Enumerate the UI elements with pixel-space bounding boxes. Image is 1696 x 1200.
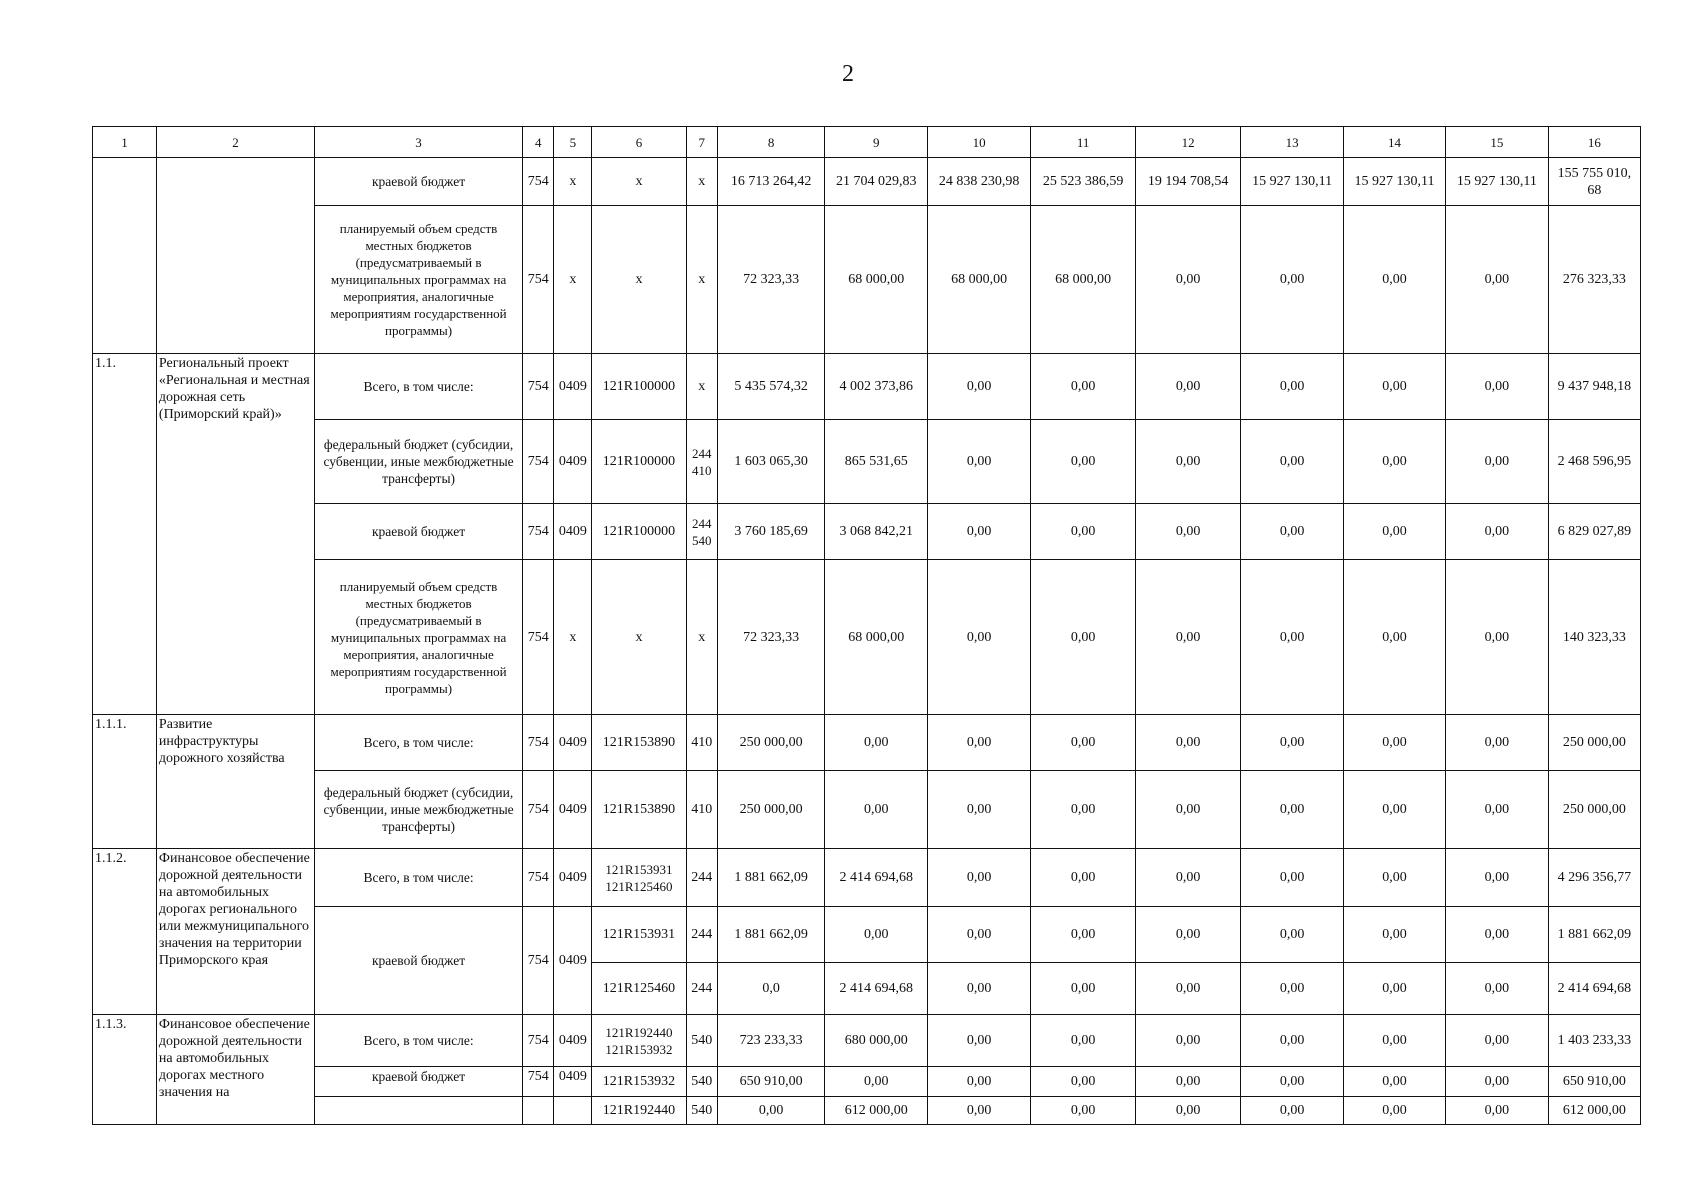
total-cell: 612 000,00: [1548, 1097, 1640, 1125]
amount-cell: 68 000,00: [825, 206, 928, 354]
amount-cell: 0,00: [1031, 849, 1136, 907]
column-header: 12: [1136, 127, 1241, 158]
row-name: Финансовое обеспечение дорожной деятельности на автомобильных дорогах регионального или межмуниципального значения на территории Приморского края: [156, 849, 314, 1015]
funding-source: планируемый объем средств местных бюджетов (предусматриваемый в муниципальных программах на мероприятия, аналогичные мероприятиям государственной программы): [315, 206, 523, 354]
table-row: [93, 560, 1641, 715]
cell-col6: 121R153931 121R125460: [592, 849, 686, 907]
amount-cell: 24 838 230,98: [928, 158, 1031, 206]
cell-col6: x: [592, 206, 686, 354]
amount-cell: 0,00: [1136, 1015, 1241, 1067]
table-row: [93, 907, 1641, 963]
amount-cell: 0,00: [1344, 1015, 1446, 1067]
amount-cell: 0,00: [1136, 715, 1241, 771]
cell-col6: 121R153890: [592, 771, 686, 849]
amount-cell: 0,00: [1136, 354, 1241, 420]
row-number: 1.1.1.: [93, 715, 157, 849]
amount-cell: 0,00: [1031, 771, 1136, 849]
cell-col4: 754: [523, 849, 554, 907]
amount-cell: 1 603 065,30: [718, 420, 825, 504]
amount-cell: 0,00: [1344, 1097, 1446, 1125]
column-header: 5: [554, 127, 592, 158]
table-row: [93, 771, 1641, 849]
amount-cell: 0,00: [825, 715, 928, 771]
table-row: [93, 715, 1641, 771]
cell-col7: 244 410: [686, 420, 717, 504]
cell-col6: 121R100000: [592, 504, 686, 560]
table-row: [93, 504, 1641, 560]
amount-cell: 0,00: [928, 715, 1031, 771]
amount-cell: 0,00: [1136, 849, 1241, 907]
cell-col5: x: [554, 206, 592, 354]
amount-cell: 0,00: [1445, 420, 1548, 504]
amount-cell: 15 927 130,11: [1344, 158, 1446, 206]
total-cell: 9 437 948,18: [1548, 354, 1640, 420]
amount-cell: 0,00: [1445, 715, 1548, 771]
amount-cell: 0,00: [1445, 907, 1548, 963]
cell-col5: 0409: [554, 715, 592, 771]
amount-cell: 0,00: [1136, 1097, 1241, 1125]
amount-cell: 0,00: [1445, 206, 1548, 354]
amount-cell: 5 435 574,32: [718, 354, 825, 420]
budget-table: [92, 126, 1641, 1125]
total-cell: 2 414 694,68: [1548, 963, 1640, 1015]
amount-cell: 0,00: [1031, 1015, 1136, 1067]
cell-col7: 410: [686, 771, 717, 849]
cell-col7: 244: [686, 849, 717, 907]
amount-cell: 0,00: [1241, 963, 1344, 1015]
cell-col6: 121R192440: [592, 1097, 686, 1125]
column-header: 4: [523, 127, 554, 158]
amount-cell: 0,00: [1344, 420, 1446, 504]
amount-cell: 0,00: [1344, 354, 1446, 420]
amount-cell: 0,00: [928, 849, 1031, 907]
column-header: 7: [686, 127, 717, 158]
amount-cell: 0,00: [1031, 420, 1136, 504]
table-row: [93, 158, 1641, 206]
cell-col7: x: [686, 206, 717, 354]
amount-cell: 0,00: [1445, 771, 1548, 849]
cell-col4: 754: [523, 158, 554, 206]
amount-cell: 0,00: [1136, 963, 1241, 1015]
cell-col6: 121R100000: [592, 420, 686, 504]
amount-cell: 0,00: [1136, 560, 1241, 715]
cell-col7: 244: [686, 963, 717, 1015]
amount-cell: 0,00: [1344, 849, 1446, 907]
funding-source: федеральный бюджет (субсидии, субвенции, иные межбюджетные трансферты): [315, 771, 523, 849]
cell-col7: 244 540: [686, 504, 717, 560]
cell-col7: 540: [686, 1015, 717, 1067]
column-header: 13: [1241, 127, 1344, 158]
cell-col6: 121R153932: [592, 1067, 686, 1097]
amount-cell: 0,00: [1344, 504, 1446, 560]
amount-cell: 0,00: [928, 420, 1031, 504]
total-cell: 4 296 356,77: [1548, 849, 1640, 907]
amount-cell: 0,00: [928, 504, 1031, 560]
empty-cell: [523, 1097, 554, 1125]
total-cell: 155 755 010, 68: [1548, 158, 1640, 206]
amount-cell: 0,00: [928, 560, 1031, 715]
amount-cell: 0,00: [1136, 206, 1241, 354]
amount-cell: 0,00: [1344, 771, 1446, 849]
total-cell: 1 403 233,33: [1548, 1015, 1640, 1067]
row-name: Региональный проект «Региональная и местная дорожная сеть (Приморский край)»: [156, 354, 314, 715]
amount-cell: 68 000,00: [1031, 206, 1136, 354]
cell-col5: 0409: [554, 504, 592, 560]
amount-cell: 0,00: [1136, 504, 1241, 560]
cell-col5: 0409: [554, 1015, 592, 1067]
amount-cell: 0,00: [1344, 560, 1446, 715]
table-row: [93, 1015, 1641, 1067]
total-cell: 250 000,00: [1548, 771, 1640, 849]
amount-cell: 680 000,00: [825, 1015, 928, 1067]
funding-source: Всего, в том числе:: [315, 1015, 523, 1067]
row-number: 1.1.3.: [93, 1015, 157, 1125]
amount-cell: 0,00: [1241, 715, 1344, 771]
amount-cell: 68 000,00: [825, 560, 928, 715]
amount-cell: 0,00: [1344, 1067, 1446, 1097]
amount-cell: 0,00: [1031, 560, 1136, 715]
cell-col5: 0409: [554, 1067, 592, 1097]
column-header: 16: [1548, 127, 1640, 158]
amount-cell: 0,00: [1031, 907, 1136, 963]
column-header: 14: [1344, 127, 1446, 158]
column-header: 2: [156, 127, 314, 158]
amount-cell: 0,00: [928, 354, 1031, 420]
amount-cell: 0,00: [928, 1097, 1031, 1125]
amount-cell: 0,00: [928, 907, 1031, 963]
total-cell: 650 910,00: [1548, 1067, 1640, 1097]
cell-col4: 754: [523, 1067, 554, 1097]
amount-cell: 0,00: [825, 907, 928, 963]
amount-cell: 0,00: [1136, 1067, 1241, 1097]
amount-cell: 0,00: [1445, 963, 1548, 1015]
header-row: [93, 127, 1641, 158]
empty-cell: [554, 1097, 592, 1125]
column-header: 3: [315, 127, 523, 158]
amount-cell: 0,00: [1445, 354, 1548, 420]
cell-col7: x: [686, 158, 717, 206]
funding-source: Всего, в том числе:: [315, 849, 523, 907]
cell-col6: 121R153931: [592, 907, 686, 963]
amount-cell: 0,00: [1031, 963, 1136, 1015]
amount-cell: 25 523 386,59: [1031, 158, 1136, 206]
column-header: 8: [718, 127, 825, 158]
table-row: [93, 354, 1641, 420]
amount-cell: 0,00: [825, 1067, 928, 1097]
funding-source: Всего, в том числе:: [315, 354, 523, 420]
cell-col7: x: [686, 560, 717, 715]
amount-cell: 0,00: [1241, 354, 1344, 420]
amount-cell: 0,00: [1031, 715, 1136, 771]
amount-cell: 0,00: [928, 963, 1031, 1015]
funding-source: краевой бюджет: [315, 907, 523, 1015]
amount-cell: 72 323,33: [718, 560, 825, 715]
amount-cell: 0,00: [1445, 1015, 1548, 1067]
total-cell: 140 323,33: [1548, 560, 1640, 715]
cell-col5: x: [554, 158, 592, 206]
table-row: [93, 1097, 1641, 1125]
amount-cell: 865 531,65: [825, 420, 928, 504]
amount-cell: 19 194 708,54: [1136, 158, 1241, 206]
row-number-cell: [93, 158, 157, 354]
amount-cell: 0,00: [1031, 354, 1136, 420]
amount-cell: 3 760 185,69: [718, 504, 825, 560]
amount-cell: 0,00: [1136, 907, 1241, 963]
row-name-cell: [156, 158, 314, 354]
empty-cell: [315, 1097, 523, 1125]
amount-cell: 0,00: [928, 1067, 1031, 1097]
table-row: [93, 206, 1641, 354]
cell-col5: x: [554, 560, 592, 715]
amount-cell: 612 000,00: [825, 1097, 928, 1125]
amount-cell: 0,00: [1241, 206, 1344, 354]
amount-cell: 650 910,00: [718, 1067, 825, 1097]
amount-cell: 0,00: [1031, 1067, 1136, 1097]
cell-col5: 0409: [554, 907, 592, 1015]
amount-cell: 0,00: [1136, 420, 1241, 504]
cell-col7: 540: [686, 1097, 717, 1125]
column-header: 10: [928, 127, 1031, 158]
amount-cell: 0,00: [1344, 963, 1446, 1015]
amount-cell: 2 414 694,68: [825, 963, 928, 1015]
cell-col4: 754: [523, 420, 554, 504]
amount-cell: 0,00: [1241, 560, 1344, 715]
amount-cell: 0,00: [1445, 560, 1548, 715]
cell-col6: x: [592, 560, 686, 715]
amount-cell: 723 233,33: [718, 1015, 825, 1067]
total-cell: 276 323,33: [1548, 206, 1640, 354]
amount-cell: 0,00: [1445, 1067, 1548, 1097]
cell-col4: 754: [523, 504, 554, 560]
amount-cell: 0,00: [1445, 504, 1548, 560]
total-cell: 1 881 662,09: [1548, 907, 1640, 963]
amount-cell: 0,00: [1136, 771, 1241, 849]
cell-col4: 754: [523, 560, 554, 715]
cell-col5: 0409: [554, 354, 592, 420]
page-number: 2: [842, 61, 854, 87]
table-row: [93, 1067, 1641, 1097]
row-name: Финансовое обеспечение дорожной деятельности на автомобильных дорогах местного значения на: [156, 1015, 314, 1125]
amount-cell: 0,00: [1445, 849, 1548, 907]
amount-cell: 0,00: [1241, 907, 1344, 963]
amount-cell: 15 927 130,11: [1241, 158, 1344, 206]
cell-col6: x: [592, 158, 686, 206]
cell-col5: 0409: [554, 849, 592, 907]
cell-col4: 754: [523, 206, 554, 354]
amount-cell: 0,00: [1241, 849, 1344, 907]
column-header: 15: [1445, 127, 1548, 158]
amount-cell: 68 000,00: [928, 206, 1031, 354]
funding-source: краевой бюджет: [315, 158, 523, 206]
cell-col5: 0409: [554, 420, 592, 504]
row-number: 1.1.: [93, 354, 157, 715]
column-header: 1: [93, 127, 157, 158]
amount-cell: 72 323,33: [718, 206, 825, 354]
amount-cell: 0,00: [1031, 1097, 1136, 1125]
total-cell: 250 000,00: [1548, 715, 1640, 771]
cell-col7: 244: [686, 907, 717, 963]
amount-cell: 2 414 694,68: [825, 849, 928, 907]
amount-cell: 250 000,00: [718, 715, 825, 771]
amount-cell: 21 704 029,83: [825, 158, 928, 206]
cell-col6: 121R100000: [592, 354, 686, 420]
cell-col7: 410: [686, 715, 717, 771]
amount-cell: 0,00: [1241, 1067, 1344, 1097]
cell-col4: 754: [523, 907, 554, 1015]
amount-cell: 250 000,00: [718, 771, 825, 849]
table-row: [93, 849, 1641, 907]
amount-cell: 4 002 373,86: [825, 354, 928, 420]
amount-cell: 0,00: [1445, 1097, 1548, 1125]
amount-cell: 0,0: [718, 963, 825, 1015]
amount-cell: 15 927 130,11: [1445, 158, 1548, 206]
cell-col4: 754: [523, 1015, 554, 1067]
amount-cell: 0,00: [1241, 771, 1344, 849]
cell-col4: 754: [523, 354, 554, 420]
cell-col4: 754: [523, 771, 554, 849]
amount-cell: 0,00: [1344, 907, 1446, 963]
amount-cell: 16 713 264,42: [718, 158, 825, 206]
amount-cell: 0,00: [1344, 206, 1446, 354]
amount-cell: 0,00: [1241, 1015, 1344, 1067]
row-number: 1.1.2.: [93, 849, 157, 1015]
amount-cell: 0,00: [1031, 504, 1136, 560]
column-header: 11: [1031, 127, 1136, 158]
column-header: 6: [592, 127, 686, 158]
funding-source: краевой бюджет: [315, 504, 523, 560]
amount-cell: 0,00: [1241, 504, 1344, 560]
cell-col7: x: [686, 354, 717, 420]
amount-cell: 0,00: [928, 771, 1031, 849]
amount-cell: 0,00: [825, 771, 928, 849]
amount-cell: 0,00: [1344, 715, 1446, 771]
amount-cell: 1 881 662,09: [718, 849, 825, 907]
amount-cell: 3 068 842,21: [825, 504, 928, 560]
amount-cell: 1 881 662,09: [718, 907, 825, 963]
amount-cell: 0,00: [928, 1015, 1031, 1067]
column-header: 9: [825, 127, 928, 158]
amount-cell: 0,00: [1241, 1097, 1344, 1125]
cell-col5: 0409: [554, 771, 592, 849]
row-name: Развитие инфраструктуры дорожного хозяйства: [156, 715, 314, 849]
total-cell: 6 829 027,89: [1548, 504, 1640, 560]
funding-source: планируемый объем средств местных бюджетов (предусматриваемый в муниципальных программах на мероприятия, аналогичные мероприятиям государственной программы): [315, 560, 523, 715]
funding-source: Всего, в том числе:: [315, 715, 523, 771]
funding-source: краевой бюджет: [315, 1067, 523, 1097]
cell-col4: 754: [523, 715, 554, 771]
funding-source: федеральный бюджет (субсидии, субвенции, иные межбюджетные трансферты): [315, 420, 523, 504]
total-cell: 2 468 596,95: [1548, 420, 1640, 504]
table-row: [93, 420, 1641, 504]
cell-col6: 121R192440 121R153932: [592, 1015, 686, 1067]
amount-cell: 0,00: [1241, 420, 1344, 504]
cell-col6: 121R153890: [592, 715, 686, 771]
cell-col6: 121R125460: [592, 963, 686, 1015]
cell-col7: 540: [686, 1067, 717, 1097]
amount-cell: 0,00: [718, 1097, 825, 1125]
